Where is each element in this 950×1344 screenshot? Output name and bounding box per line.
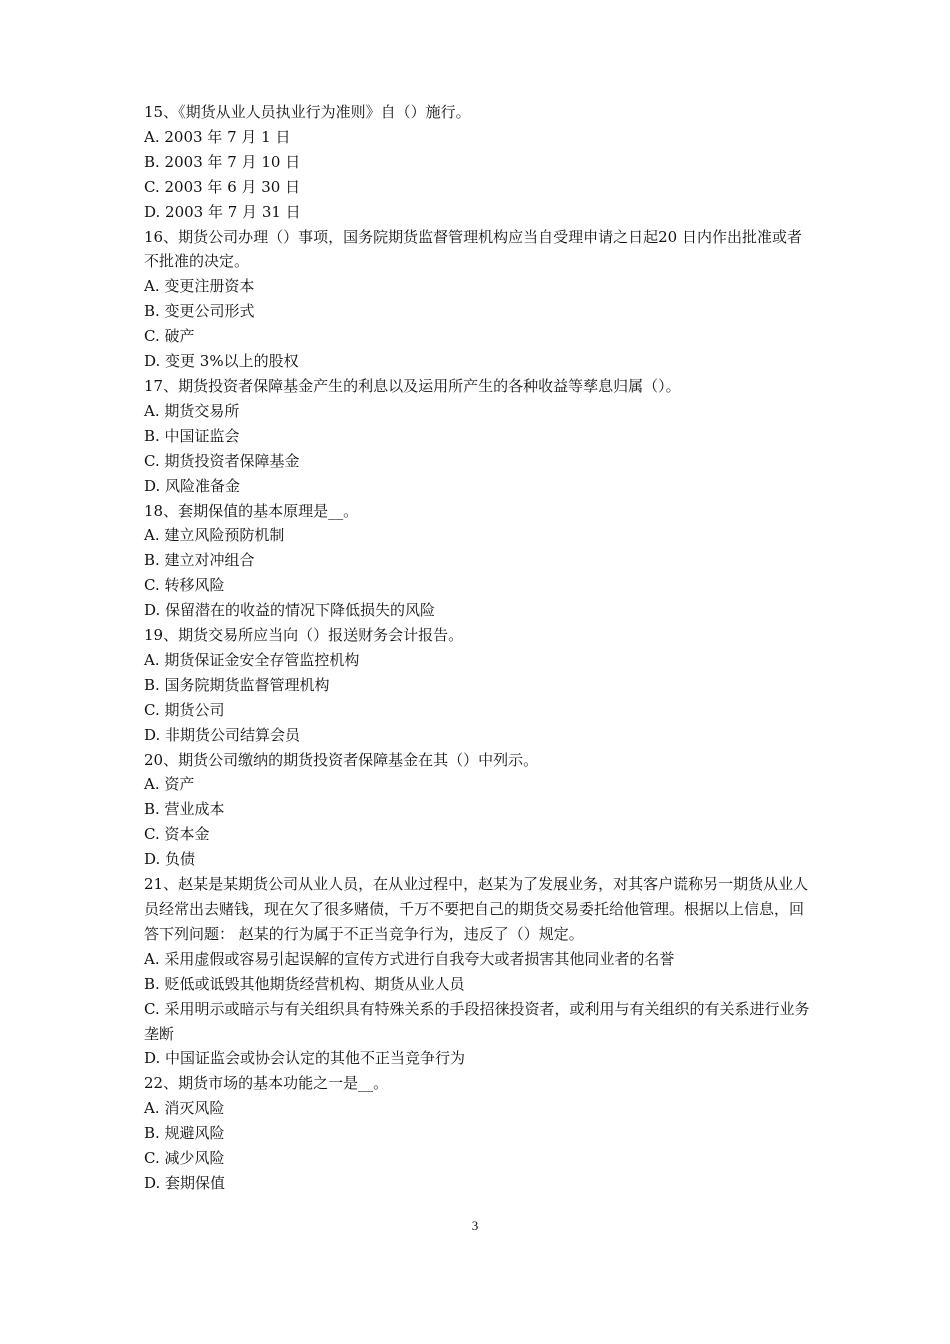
question-text: 22、期货市场的基本功能之一是__。 bbox=[144, 1074, 389, 1093]
option-d: D. 套期保值 bbox=[144, 1173, 226, 1192]
question-15 bbox=[144, 100, 816, 225]
question-text: 19、期货交易所应当向（）报送财务会计报告。 bbox=[144, 626, 464, 645]
option-a: A. 变更注册资本 bbox=[144, 277, 255, 296]
question-20 bbox=[144, 748, 816, 873]
option-d: D. 2003 年 7 月 31 日 bbox=[144, 202, 301, 221]
option-b: B. 国务院期货监督管理机构 bbox=[144, 675, 330, 694]
question-text: 20、期货公司缴纳的期货投资者保障基金在其（）中列示。 bbox=[144, 750, 539, 769]
option-c: C. 减少风险 bbox=[144, 1149, 225, 1168]
question-text: 18、套期保值的基本原理是__。 bbox=[144, 501, 359, 520]
question-text: 15、《期货从业人员执业行为准则》自（）施行。 bbox=[144, 103, 471, 121]
question-16 bbox=[144, 225, 816, 374]
option-b: B. 中国证监会 bbox=[144, 426, 240, 445]
question-18 bbox=[144, 499, 816, 624]
option-b: B. 变更公司形式 bbox=[144, 302, 255, 321]
option-a: A. 2003 年 7 月 1 日 bbox=[144, 127, 291, 146]
page-number: 3 bbox=[471, 1218, 479, 1233]
question-21 bbox=[144, 872, 816, 1071]
question-text: 16、期货公司办理（）事项，国务院期货监督管理机构应当自受理申请之日起20 日内作出批准或者不批准的决定。 bbox=[144, 227, 802, 271]
question-list bbox=[144, 100, 816, 1196]
option-a: A. 期货保证金安全存管监控机构 bbox=[144, 650, 360, 669]
option-b: B. 建立对冲组合 bbox=[144, 551, 255, 570]
option-b: B. 规避风险 bbox=[144, 1124, 225, 1143]
option-b: B. 2003 年 7 月 10 日 bbox=[144, 152, 301, 171]
option-d: D. 中国证监会或协会认定的其他不正当竞争行为 bbox=[144, 1049, 466, 1068]
option-c: C. 期货公司 bbox=[144, 700, 225, 719]
option-c: C. 转移风险 bbox=[144, 576, 225, 595]
option-c: C. 资本金 bbox=[144, 825, 210, 844]
option-a: A. 采用虚假或容易引起误解的宣传方式进行自我夸大或者损害其他同业者的名誉 bbox=[144, 949, 675, 968]
question-17 bbox=[144, 374, 816, 499]
option-d: D. 负债 bbox=[144, 850, 196, 869]
option-d: D. 非期货公司结算会员 bbox=[144, 725, 301, 744]
option-d: D. 风险准备金 bbox=[144, 476, 241, 495]
question-22 bbox=[144, 1071, 816, 1196]
option-a: A. 资产 bbox=[144, 775, 195, 794]
question-text: 17、期货投资者保障基金产生的利息以及运用所产生的各种收益等孳息归属（）。 bbox=[144, 376, 681, 395]
option-a: A. 消灭风险 bbox=[144, 1099, 225, 1118]
question-19 bbox=[144, 623, 816, 748]
option-c: C. 采用明示或暗示与有关组织具有特殊关系的手段招徕投资者，或利用与有关组织的有关系进行业务垄断 bbox=[144, 999, 810, 1043]
option-d: D. 变更 3%以上的股权 bbox=[144, 352, 299, 371]
option-c: C. 破产 bbox=[144, 327, 195, 346]
option-c: C. 2003 年 6 月 30 日 bbox=[144, 177, 301, 196]
question-text: 21、赵某是某期货公司从业人员，在从业过程中，赵某为了发展业务，对其客户谎称另一期货从业人员经常出去赌钱，现在欠了很多赌债，千万不要把自己的期货交易委托给他管理。根据以上信息，回答下列问题： 赵某的行为属于不正当竞争行为，违反了（）规定。 bbox=[144, 875, 809, 943]
option-c: C. 期货投资者保障基金 bbox=[144, 451, 300, 470]
option-d: D. 保留潜在的收益的情况下降低损失的风险 bbox=[144, 601, 436, 620]
option-a: A. 期货交易所 bbox=[144, 401, 240, 420]
option-b: B. 贬低或诋毁其他期货经营机构、期货从业人员 bbox=[144, 974, 465, 993]
option-b: B. 营业成本 bbox=[144, 800, 225, 819]
option-a: A. 建立风险预防机制 bbox=[144, 526, 285, 545]
